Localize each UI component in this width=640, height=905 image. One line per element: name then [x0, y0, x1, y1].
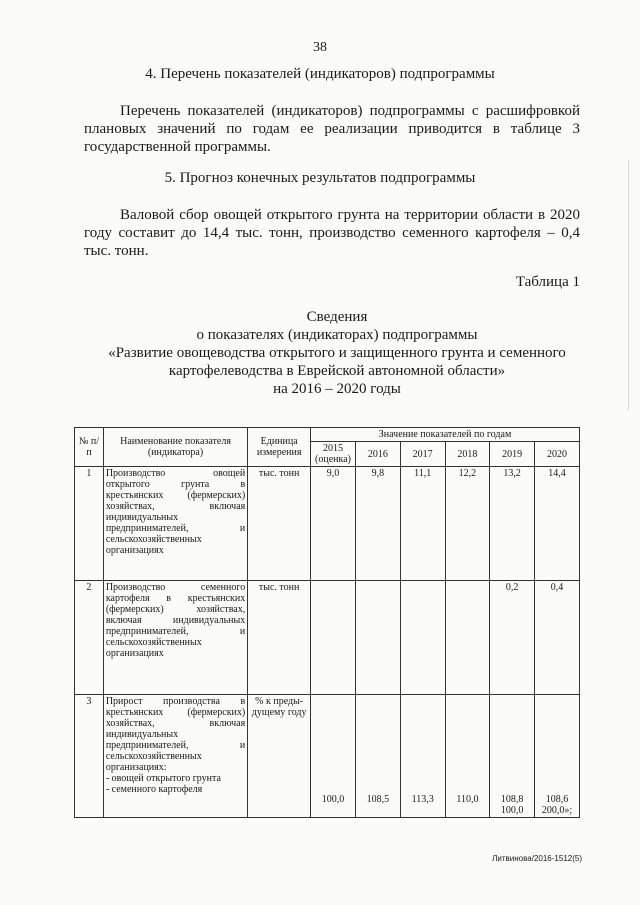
row-name-sub2: - семенного картофеля [105, 784, 203, 795]
header-num: № п/п [75, 428, 104, 467]
row-unit: % к преды-дущему году [248, 695, 311, 818]
footer-stamp: Литвинова/2016-1512(5) [492, 854, 582, 863]
section5-heading: 5. Прогноз конечных результатов подпрограммы [164, 170, 476, 186]
row-value: 9,8 [356, 467, 401, 581]
header-name: Наименование показателя (индикатора) [103, 428, 247, 467]
row-value-sub2: 100,0 [500, 805, 524, 816]
info-title-line1: Сведения [306, 309, 368, 325]
table-row [75, 467, 580, 581]
row-value-sub2: 200,0»; [541, 805, 573, 816]
scan-margin-line [628, 160, 629, 410]
header-unit: Единица измерения [248, 428, 311, 467]
row-name [103, 695, 247, 818]
row-value-cell [400, 695, 445, 818]
indicators-table [74, 427, 580, 818]
section4-heading: 4. Перечень показателей (индикаторов) подпрограммы [145, 66, 495, 82]
header-year: 2018 [445, 442, 490, 467]
row-name-main: Прирост производства в крестьянских (фермерских) хозяйствах, включая индивидуальных предпринимателей, и сельскохозяйственных организациях: [105, 696, 246, 773]
header-year: 2020 [535, 442, 580, 467]
page-number: 38 [313, 40, 327, 55]
info-title-line3: «Развитие овощеводства открытого и защищенного грунта и семенного [108, 345, 566, 361]
row-num: 3 [75, 695, 104, 818]
row-value: 13,2 [490, 467, 535, 581]
row-unit: тыс. тонн [248, 467, 311, 581]
row-value-sub1: 110,0 [456, 794, 479, 805]
table-row [75, 581, 580, 695]
header-year: 2016 [356, 442, 401, 467]
row-value-sub1: 108,5 [366, 794, 390, 805]
section4-text: Перечень показателей (индикаторов) подпрограммы с расшифровкой плановых значений по годам ее реализации приводится в таблице 3 государственной программы. [84, 103, 580, 155]
info-title-line4: картофелеводства в Еврейской автономной области» [168, 363, 506, 379]
row-value: 9,0 [311, 467, 356, 581]
row-value-sub1: 108,6 [545, 794, 569, 805]
row-value: 12,2 [445, 467, 490, 581]
row-value-sub1: 113,3 [411, 794, 434, 805]
row-value [400, 581, 445, 695]
row-value-sub1: 100,0 [321, 794, 345, 805]
row-num: 2 [75, 581, 104, 695]
section5-text: Валовой сбор овощей открытого грунта на территории области в 2020 году составит до 14,4 тыс. тонн, производство семенного картофеля – 0,4 тыс. тонн. [84, 207, 580, 259]
row-value: 0,2 [490, 581, 535, 695]
row-value: 0,4 [535, 581, 580, 695]
row-value-sub1: 108,8 [500, 794, 524, 805]
info-title-line2: о показателях (индикаторах) подпрограммы [196, 327, 478, 343]
table-header-row [75, 428, 580, 442]
header-values-group: Значение показателей по годам [311, 428, 580, 442]
row-name: Производство овощей открытого грунта в крестьянских (фермерских) хозяйствах, включая индивидуальных предпринимателей, и сельскохозяйственных организациях [103, 467, 247, 581]
row-value-cell [490, 695, 535, 818]
row-name: Производство семенного картофеля в крестьянских (фермерских) хозяйствах, включая индивидуальных предпринимателей, и сельскохозяйственных организациях [103, 581, 247, 695]
info-title [84, 308, 590, 398]
row-value-cell [356, 695, 401, 818]
row-value [445, 581, 490, 695]
row-name-sub1: - овощей открытого грунта [105, 773, 221, 784]
row-value [311, 581, 356, 695]
row-value-cell [445, 695, 490, 818]
row-unit: тыс. тонн [248, 581, 311, 695]
header-year: 2017 [400, 442, 445, 467]
row-value-cell [535, 695, 580, 818]
info-title-line5: на 2016 – 2020 годы [273, 381, 401, 397]
header-year: 2019 [490, 442, 535, 467]
row-value: 11,1 [400, 467, 445, 581]
row-value [356, 581, 401, 695]
row-value-cell [311, 695, 356, 818]
row-value: 14,4 [535, 467, 580, 581]
header-year: 2015 (оценка) [311, 442, 356, 467]
table-row [75, 695, 580, 818]
table-caption: Таблица 1 [515, 274, 580, 290]
row-num: 1 [75, 467, 104, 581]
